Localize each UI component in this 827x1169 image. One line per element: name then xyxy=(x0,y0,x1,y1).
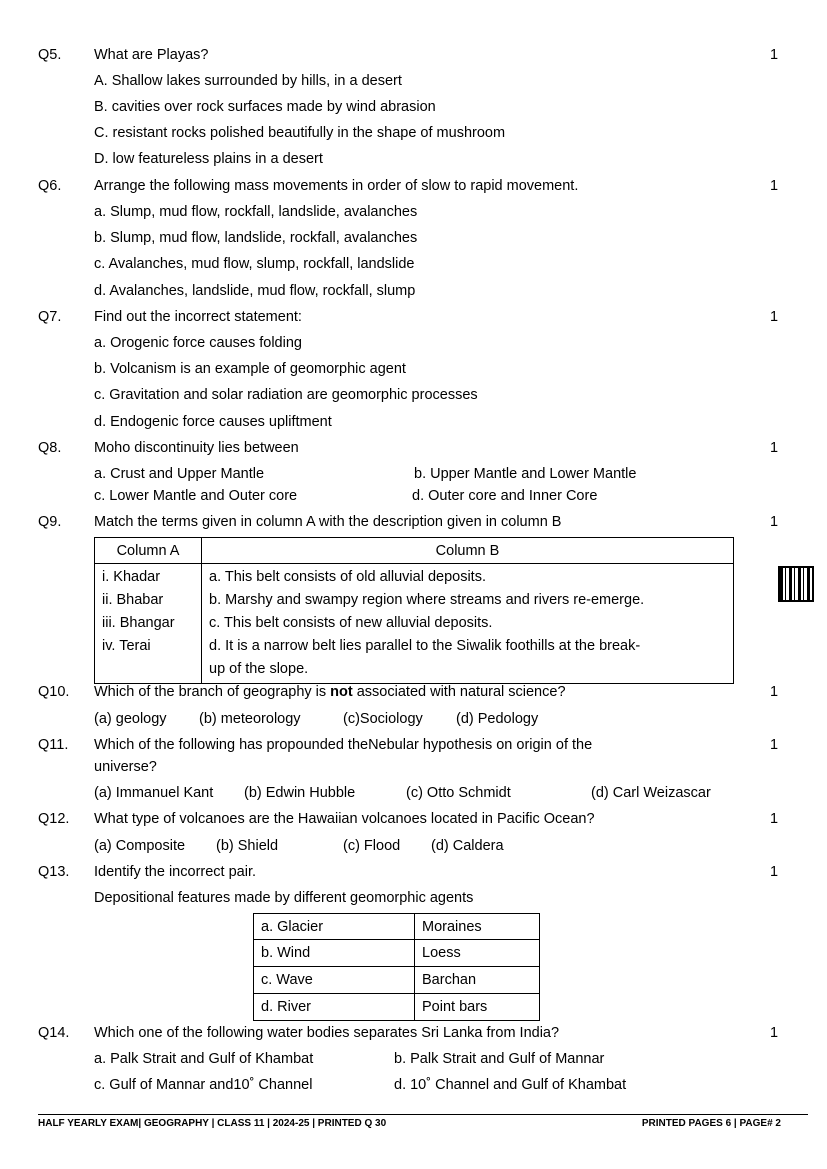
footer-right: PRINTED PAGES 6 | PAGE# 2 xyxy=(641,1118,781,1129)
feature-cell: Loess xyxy=(415,940,540,967)
question-number: Q9. xyxy=(38,514,62,530)
option: (a) Immanuel Kant xyxy=(94,785,214,801)
agent-cell: b. Wind xyxy=(254,940,415,967)
agent-cell: c. Wave xyxy=(254,967,415,994)
question-number: Q5. xyxy=(38,47,62,63)
footer-divider xyxy=(38,1114,808,1115)
agent-cell: d. River xyxy=(254,994,415,1021)
question-text: Match the terms given in column A with the description given in column B xyxy=(94,514,562,530)
option: a. Crust and Upper Mantle xyxy=(94,466,265,482)
marks: 1 xyxy=(770,47,779,63)
option: D. low featureless plains in a desert xyxy=(94,151,323,167)
marks: 1 xyxy=(770,1025,779,1041)
option: a. Palk Strait and Gulf of Khambat xyxy=(94,1051,314,1067)
feature-cell: Moraines xyxy=(415,914,540,940)
description: c. This belt consists of new alluvial deposits. xyxy=(209,615,493,631)
description: d. It is a narrow belt lies parallel to the Siwalik foothills at the break- xyxy=(209,638,641,654)
option: d. 10˚ Channel and Gulf of Khambat xyxy=(394,1077,627,1093)
column-b-cell xyxy=(202,564,734,684)
description: b. Marshy and swampy region where streams and rivers re-emerge. xyxy=(209,592,645,608)
option: (c) Flood xyxy=(343,838,401,854)
marks: 1 xyxy=(770,514,779,530)
feature-cell: Point bars xyxy=(415,994,540,1021)
marks: 1 xyxy=(770,737,779,753)
feature-cell: Barchan xyxy=(415,967,540,994)
question-number: Q14. xyxy=(38,1025,70,1041)
question-number: Q12. xyxy=(38,811,70,827)
question-number: Q8. xyxy=(38,440,62,456)
marks: 1 xyxy=(770,864,779,880)
question-text: Arrange the following mass movements in order of slow to rapid movement. xyxy=(94,178,579,194)
question-number: Q10. xyxy=(38,684,70,700)
option: a. Slump, mud flow, rockfall, landslide, avalanches xyxy=(94,204,418,220)
agent-cell: a. Glacier xyxy=(254,914,415,940)
option: c. Lower Mantle and Outer core xyxy=(94,488,298,504)
option: B. cavities over rock surfaces made by wind abrasion xyxy=(94,99,436,115)
option: d. Avalanches, landslide, mud flow, rockfall, slump xyxy=(94,283,416,299)
option: a. Orogenic force causes folding xyxy=(94,335,302,351)
term: ii. Bhabar xyxy=(102,592,164,608)
question-number: Q7. xyxy=(38,309,62,325)
option: c. Gravitation and solar radiation are geomorphic processes xyxy=(94,387,478,403)
option: (d) Pedology xyxy=(456,711,539,727)
option: C. resistant rocks polished beautifully in the shape of mushroom xyxy=(94,125,506,141)
option: (d) Carl Weizascar xyxy=(591,785,711,801)
option: (c)Sociology xyxy=(343,711,423,727)
question-text: What type of volcanoes are the Hawaiian volcanoes located in Pacific Ocean? xyxy=(94,811,595,827)
marks: 1 xyxy=(770,811,779,827)
option: (c) Otto Schmidt xyxy=(406,785,511,801)
option: (b) Edwin Hubble xyxy=(244,785,356,801)
question-text: What are Playas? xyxy=(94,47,209,63)
term: iii. Bhangar xyxy=(102,615,175,631)
option: (b) Shield xyxy=(216,838,279,854)
question-text: universe? xyxy=(94,759,157,775)
option: b. Slump, mud flow, landslide, rockfall, avalanches xyxy=(94,230,418,246)
question-number: Q13. xyxy=(38,864,70,880)
marks: 1 xyxy=(770,684,779,700)
question-text: Which one of the following water bodies separates Sri Lanka from India? xyxy=(94,1025,560,1041)
question-number: Q11. xyxy=(38,737,69,753)
option: b. Volcanism is an example of geomorphic agent xyxy=(94,361,406,377)
option: c. Gulf of Mannar and10˚ Channel xyxy=(94,1077,313,1093)
question-text: Identify the incorrect pair. xyxy=(94,864,256,880)
match-table xyxy=(94,537,734,684)
term: iv. Terai xyxy=(102,638,151,654)
option: (a) Composite xyxy=(94,838,186,854)
column-a-header: Column A xyxy=(95,538,202,564)
question-text: Find out the incorrect statement: xyxy=(94,309,302,325)
question-text: Which of the branch of geography is not associated with natural science? xyxy=(94,684,566,700)
description: up of the slope. xyxy=(209,661,309,677)
option: A. Shallow lakes surrounded by hills, in a desert xyxy=(94,73,402,89)
column-a-cell xyxy=(95,564,202,684)
question-subtext: Depositional features made by different geomorphic agents xyxy=(94,890,474,906)
term: i. Khadar xyxy=(102,569,161,585)
option: (b) meteorology xyxy=(199,711,301,727)
footer-left: HALF YEARLY EXAM| GEOGRAPHY | CLASS 11 | 2024-25 | PRINTED Q 30 xyxy=(38,1118,387,1129)
option: b. Upper Mantle and Lower Mantle xyxy=(414,466,637,482)
option: b. Palk Strait and Gulf of Mannar xyxy=(394,1051,605,1067)
marks: 1 xyxy=(770,309,779,325)
marks: 1 xyxy=(770,178,779,194)
option: c. Avalanches, mud flow, slump, rockfall, landslide xyxy=(94,256,415,272)
option: d. Endogenic force causes upliftment xyxy=(94,414,332,430)
column-b-header: Column B xyxy=(202,538,734,564)
question-text: Moho discontinuity lies between xyxy=(94,440,299,456)
question-text: Which of the following has propounded theNebular hypothesis on origin of the xyxy=(94,737,593,753)
marks: 1 xyxy=(770,440,779,456)
option: d. Outer core and Inner Core xyxy=(412,488,598,504)
description: a. This belt consists of old alluvial deposits. xyxy=(209,569,486,585)
qr-code-icon xyxy=(778,566,814,602)
option: (d) Caldera xyxy=(431,838,504,854)
question-number: Q6. xyxy=(38,178,62,194)
option: (a) geology xyxy=(94,711,167,727)
pair-table xyxy=(253,913,540,1021)
